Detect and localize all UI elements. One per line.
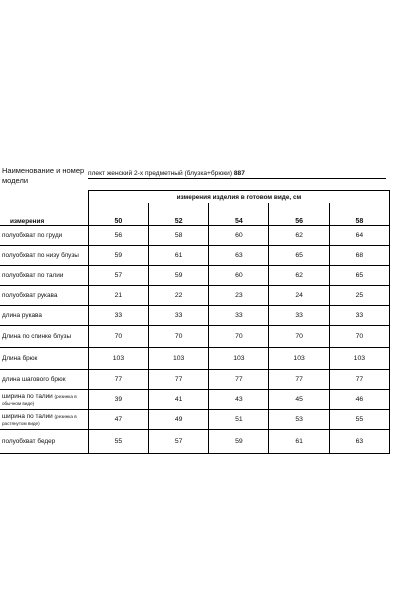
table-cell: 24 [269,286,329,306]
table-cell: 103 [269,348,329,370]
size-header-row [0,203,390,226]
model-title-text: плект женский 2-х предметный (блузка+брюки) [88,170,233,177]
table-row [0,348,390,370]
size-header: 52 [149,203,209,226]
model-number: 887 [233,170,245,177]
size-header: 50 [88,203,148,226]
table-cell: 103 [209,348,269,370]
row-label: полуобхват по низу блузы [0,246,88,266]
table-cell: 57 [88,266,148,286]
table-cell: 60 [209,226,269,246]
table-cell: 23 [209,286,269,306]
table-cell: 77 [209,370,269,390]
table-cell: 77 [88,370,148,390]
table-row [0,390,390,410]
table-cell: 58 [149,226,209,246]
table-cell: 70 [269,326,329,348]
table-cell: 63 [329,430,389,454]
table-cell: 61 [149,246,209,266]
table-cell: 70 [149,326,209,348]
size-header: 58 [329,203,389,226]
table-row [0,306,390,326]
table-cell: 70 [329,326,389,348]
row-label: полуобхват бедер [0,430,88,454]
table-cell: 62 [269,226,329,246]
measure-column-header: измерения [10,218,45,225]
model-name-label-line1: Наименование и номер [2,166,85,175]
table-cell: 77 [329,370,389,390]
row-label [0,410,88,430]
table-cell: 55 [329,410,389,430]
table-cell: 70 [209,326,269,348]
table-row [0,226,390,246]
table-cell: 77 [149,370,209,390]
row-label-text: ширина по талии [2,412,53,420]
table-cell: 63 [209,246,269,266]
table-cell: 22 [149,286,209,306]
table-cell: 56 [88,226,148,246]
table-cell: 33 [269,306,329,326]
table-cell: 33 [149,306,209,326]
table-row [0,286,390,306]
row-label: полуобхват по талии [0,266,88,286]
table-row [0,326,390,348]
table-cell: 59 [149,266,209,286]
table-cell: 103 [329,348,389,370]
table-cell: 49 [149,410,209,430]
table-cell: 25 [329,286,389,306]
table-cell: 62 [269,266,329,286]
table-cell: 53 [269,410,329,430]
table-cell: 68 [329,246,389,266]
row-label: длина шагового брюк [0,370,88,390]
table-cell: 65 [329,266,389,286]
row-label: полуобхват по груди [0,226,88,246]
table-cell: 33 [88,306,148,326]
table-cell: 65 [269,246,329,266]
model-name-label-line2: модели [2,176,29,185]
table-row [0,370,390,390]
table-cell: 45 [269,390,329,410]
caption-spacer [0,191,88,204]
table-row [0,266,390,286]
table-cell: 51 [209,410,269,430]
table-cell: 57 [149,430,209,454]
table-cell: 21 [88,286,148,306]
row-label: Длина брюк [0,348,88,370]
table-cell: 103 [88,348,148,370]
row-label-note: (резинка в обычном виде) [2,393,77,406]
table-cell: 33 [209,306,269,326]
table-cell: 103 [149,348,209,370]
row-label: полуобхват рукава [0,286,88,306]
table-cell: 77 [269,370,329,390]
table-cell: 55 [88,430,148,454]
table-cell: 70 [88,326,148,348]
title-underline [88,178,386,179]
table-cell: 46 [329,390,389,410]
table-cell: 41 [149,390,209,410]
model-name-label [2,166,88,186]
table-caption: измерения изделия в готовом виде, см [88,191,389,204]
table-row [0,246,390,266]
table-cell: 47 [88,410,148,430]
table-cell: 59 [209,430,269,454]
row-label: Длина по спинке блузы [0,326,88,348]
row-label-text: ширина по талии [2,392,53,400]
model-title [88,169,245,178]
row-label [0,390,88,410]
size-header: 54 [209,203,269,226]
table-cell: 39 [88,390,148,410]
table-cell: 64 [329,226,389,246]
table-cell: 60 [209,266,269,286]
table-cell: 33 [329,306,389,326]
table-row [0,410,390,430]
size-header: 56 [269,203,329,226]
table-caption-row [0,191,390,204]
table-cell: 59 [88,246,148,266]
row-label-note: (резинка в растянутом виде) [2,413,77,426]
table-cell: 61 [269,430,329,454]
table-row [0,430,390,454]
size-table [0,190,390,454]
row-label: длина рукава [0,306,88,326]
table-cell: 43 [209,390,269,410]
